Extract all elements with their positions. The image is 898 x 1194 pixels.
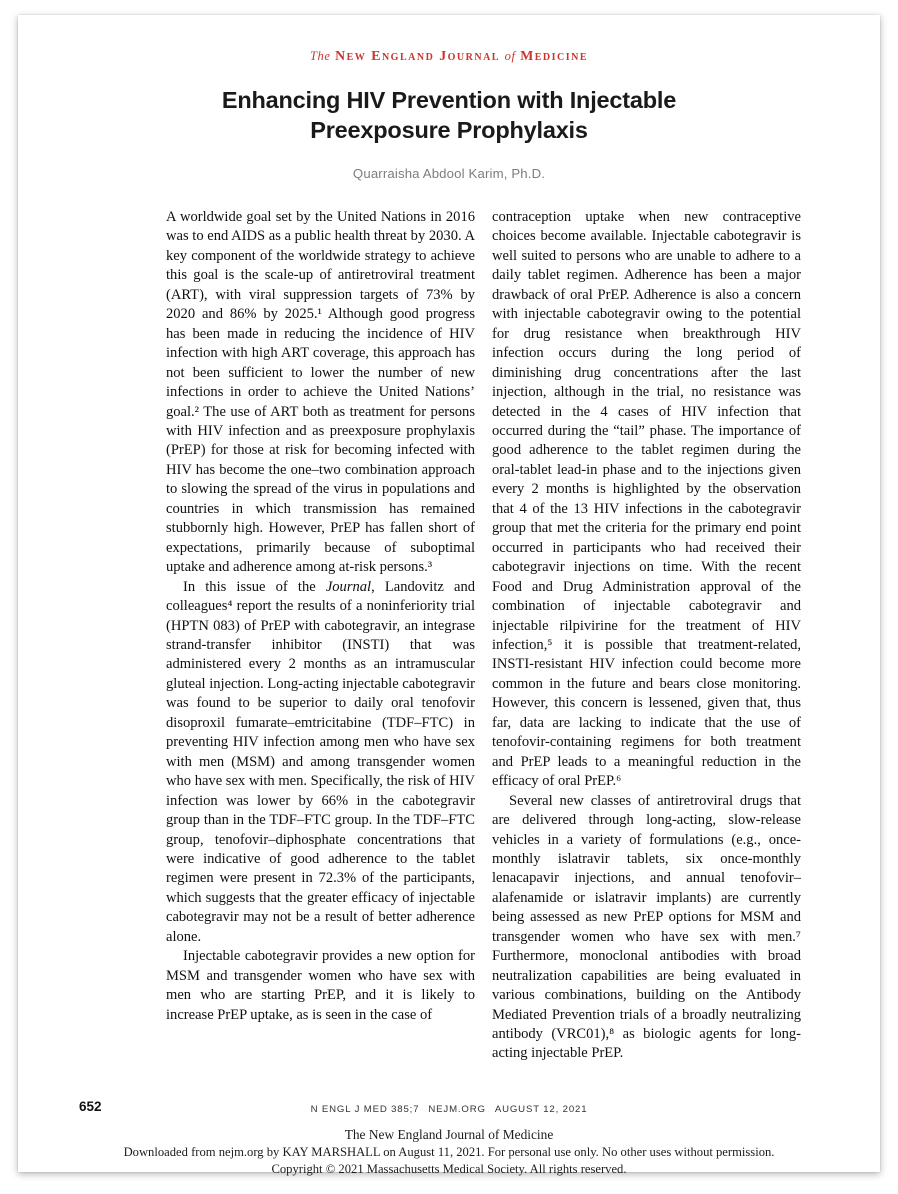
download-footer	[18, 1126, 880, 1179]
paragraph: contraception uptake when new contraceptive choices become available. Injectable cabotegravir is well suited to persons who are unable to adhere to a daily tablet regimen. Adherence has been a major drawback of oral PrEP. Adherence is also a concern with injectable cabotegravir owing to the potential for drug resistance when breakthrough HIV infection occurs during the long period of diminishing drug concentrations after the last injection, although in the trial, no resistance was detected in the 4 cases of HIV infection that occurred during the “tail” phase. The importance of good adherence to the tablet regimen during the oral-tablet lead-in phase and to the injections given every 2 months is highlighted by the observation that 4 of the 13 HIV infections in the cabotegravir group that met the criteria for the primary end point occurred in participants who had received their cabotegravir injections on time. With the recent Food and Drug Administration approval of the combination of injectable cabotegravir and injectable rilpivirine for the treatment of HIV infection,⁵ it is possible that treatment-related, INSTI-resistant HIV infection could become more common in the future and bears close monitoring. However, this concern is lessened, given that, thus far, data are lacking to indicate that the use of tenofovir-containing regimens for both treatment and PrEP leads to a meaningful reduction in the efficacy of oral PrEP.⁶	[492, 209, 801, 790]
article-body	[166, 208, 802, 1064]
title-line-2: Preexposure Prophylaxis	[310, 117, 588, 143]
download-journal-name: The New England Journal of Medicine	[344, 1127, 554, 1142]
masthead-of: of	[504, 49, 516, 63]
paragraph: A worldwide goal set by the United Nations in 2016 was to end AIDS as a public health threat by 2030. A key component of the worldwide strategy to achieve this goal is the scale-up of antiretroviral treatment (ART), with viral suppression targets of 73% by 2020 and 86% by 2025.¹ Although good progress has been made in reducing the incidence of HIV infection with high ART coverage, this approach has not been sufficient to lower the number of new infections in order to achieve the United Nations’ goal.² The use of ART both as treatment for persons with HIV infection and as preexposure prophylaxis (PrEP) for those at risk for becoming infected with HIV has become the one–two combination approach to slowing the spread of the virus in populations and countries in which transmission has remained stubbornly high. However, PrEP has fallen short of expectations, primarily because of suboptimal uptake and adherence among at-risk persons.³	[166, 209, 475, 576]
copyright-notice: Copyright © 2021 Massachusetts Medical Society. All rights reserved.	[271, 1162, 627, 1176]
journal-citation-line	[18, 1104, 880, 1115]
article-author: Quarraisha Abdool Karim, Ph.D.	[352, 166, 546, 181]
paragraph: Several new classes of antiretroviral drugs that are delivered through long-acting, slow-release vehicles in a variety of formulations (e.g., once-monthly islatravir tablets, six once-monthly lenacapavir injections, and annual tenofovir–alafenamide or islatravir implants) are currently being assessed as new PrEP options for MSM and transgender women who have sex with men.⁷ Furthermore, monoclonal antibodies with broad neutralization capabilities are being evaluated in various combinations, building on the Antibody Mediated Prevention trials of a broadly neutralizing antibody (VRC01),⁸ as biologic agents for long-acting injectable PrEP.	[492, 792, 801, 1062]
masthead-new-england-journal: New England Journal	[335, 48, 500, 63]
paragraph: In this issue of the Journal, Landovitz and colleagues⁴ report the results of a noninferiority trial (HPTN 083) of PrEP with cabotegravir, an integrase strand-transfer inhibitor (INSTI) that was administered every 2 months as an intramuscular gluteal injection. Long-acting injectable cabotegravir was found to be superior to daily oral tenofovir disoproxil fumarate–emtricitabine (TDF–FTC) in preventing HIV infection among men who have sex with men (MSM) and among transgender women who have sex with men. Specifically, the risk of HIV infection was lower by 66% in the cabotegravir group than in the TDF–FTC group. In the TDF–FTC group, tenofovir–diphosphate concentrations that were indicative of good adherence to the tablet regimen were present in 72.3% of the participants, which suggests that the greater efficacy of injectable cabotegravir may not be a result of better adherence alone.	[166, 578, 475, 945]
paragraph: Injectable cabotegravir provides a new option for MSM and transgender women who have sex with men who are starting PrEP, and it is likely to increase PrEP uptake, as is seen in the case of	[166, 948, 475, 1023]
masthead-the: The	[309, 49, 331, 63]
journal-masthead	[18, 48, 880, 64]
right-column	[492, 208, 801, 1064]
masthead-medicine: Medicine	[520, 48, 589, 63]
download-notice: Downloaded from nejm.org by KAY MARSHALL on August 11, 2021. For personal use only. No other uses without permission.	[123, 1144, 775, 1159]
page-number: 652	[79, 1099, 102, 1114]
journal-date: AUGUST 12, 2021	[494, 1104, 588, 1115]
left-column	[166, 208, 475, 1064]
page-title	[169, 85, 729, 145]
document-page	[18, 15, 880, 1176]
journal-site: NEJM.ORG	[428, 1104, 486, 1115]
journal-citation: N ENGL J MED 385;7	[310, 1104, 420, 1115]
title-line-1: Enhancing HIV Prevention with Injectable	[221, 87, 677, 113]
